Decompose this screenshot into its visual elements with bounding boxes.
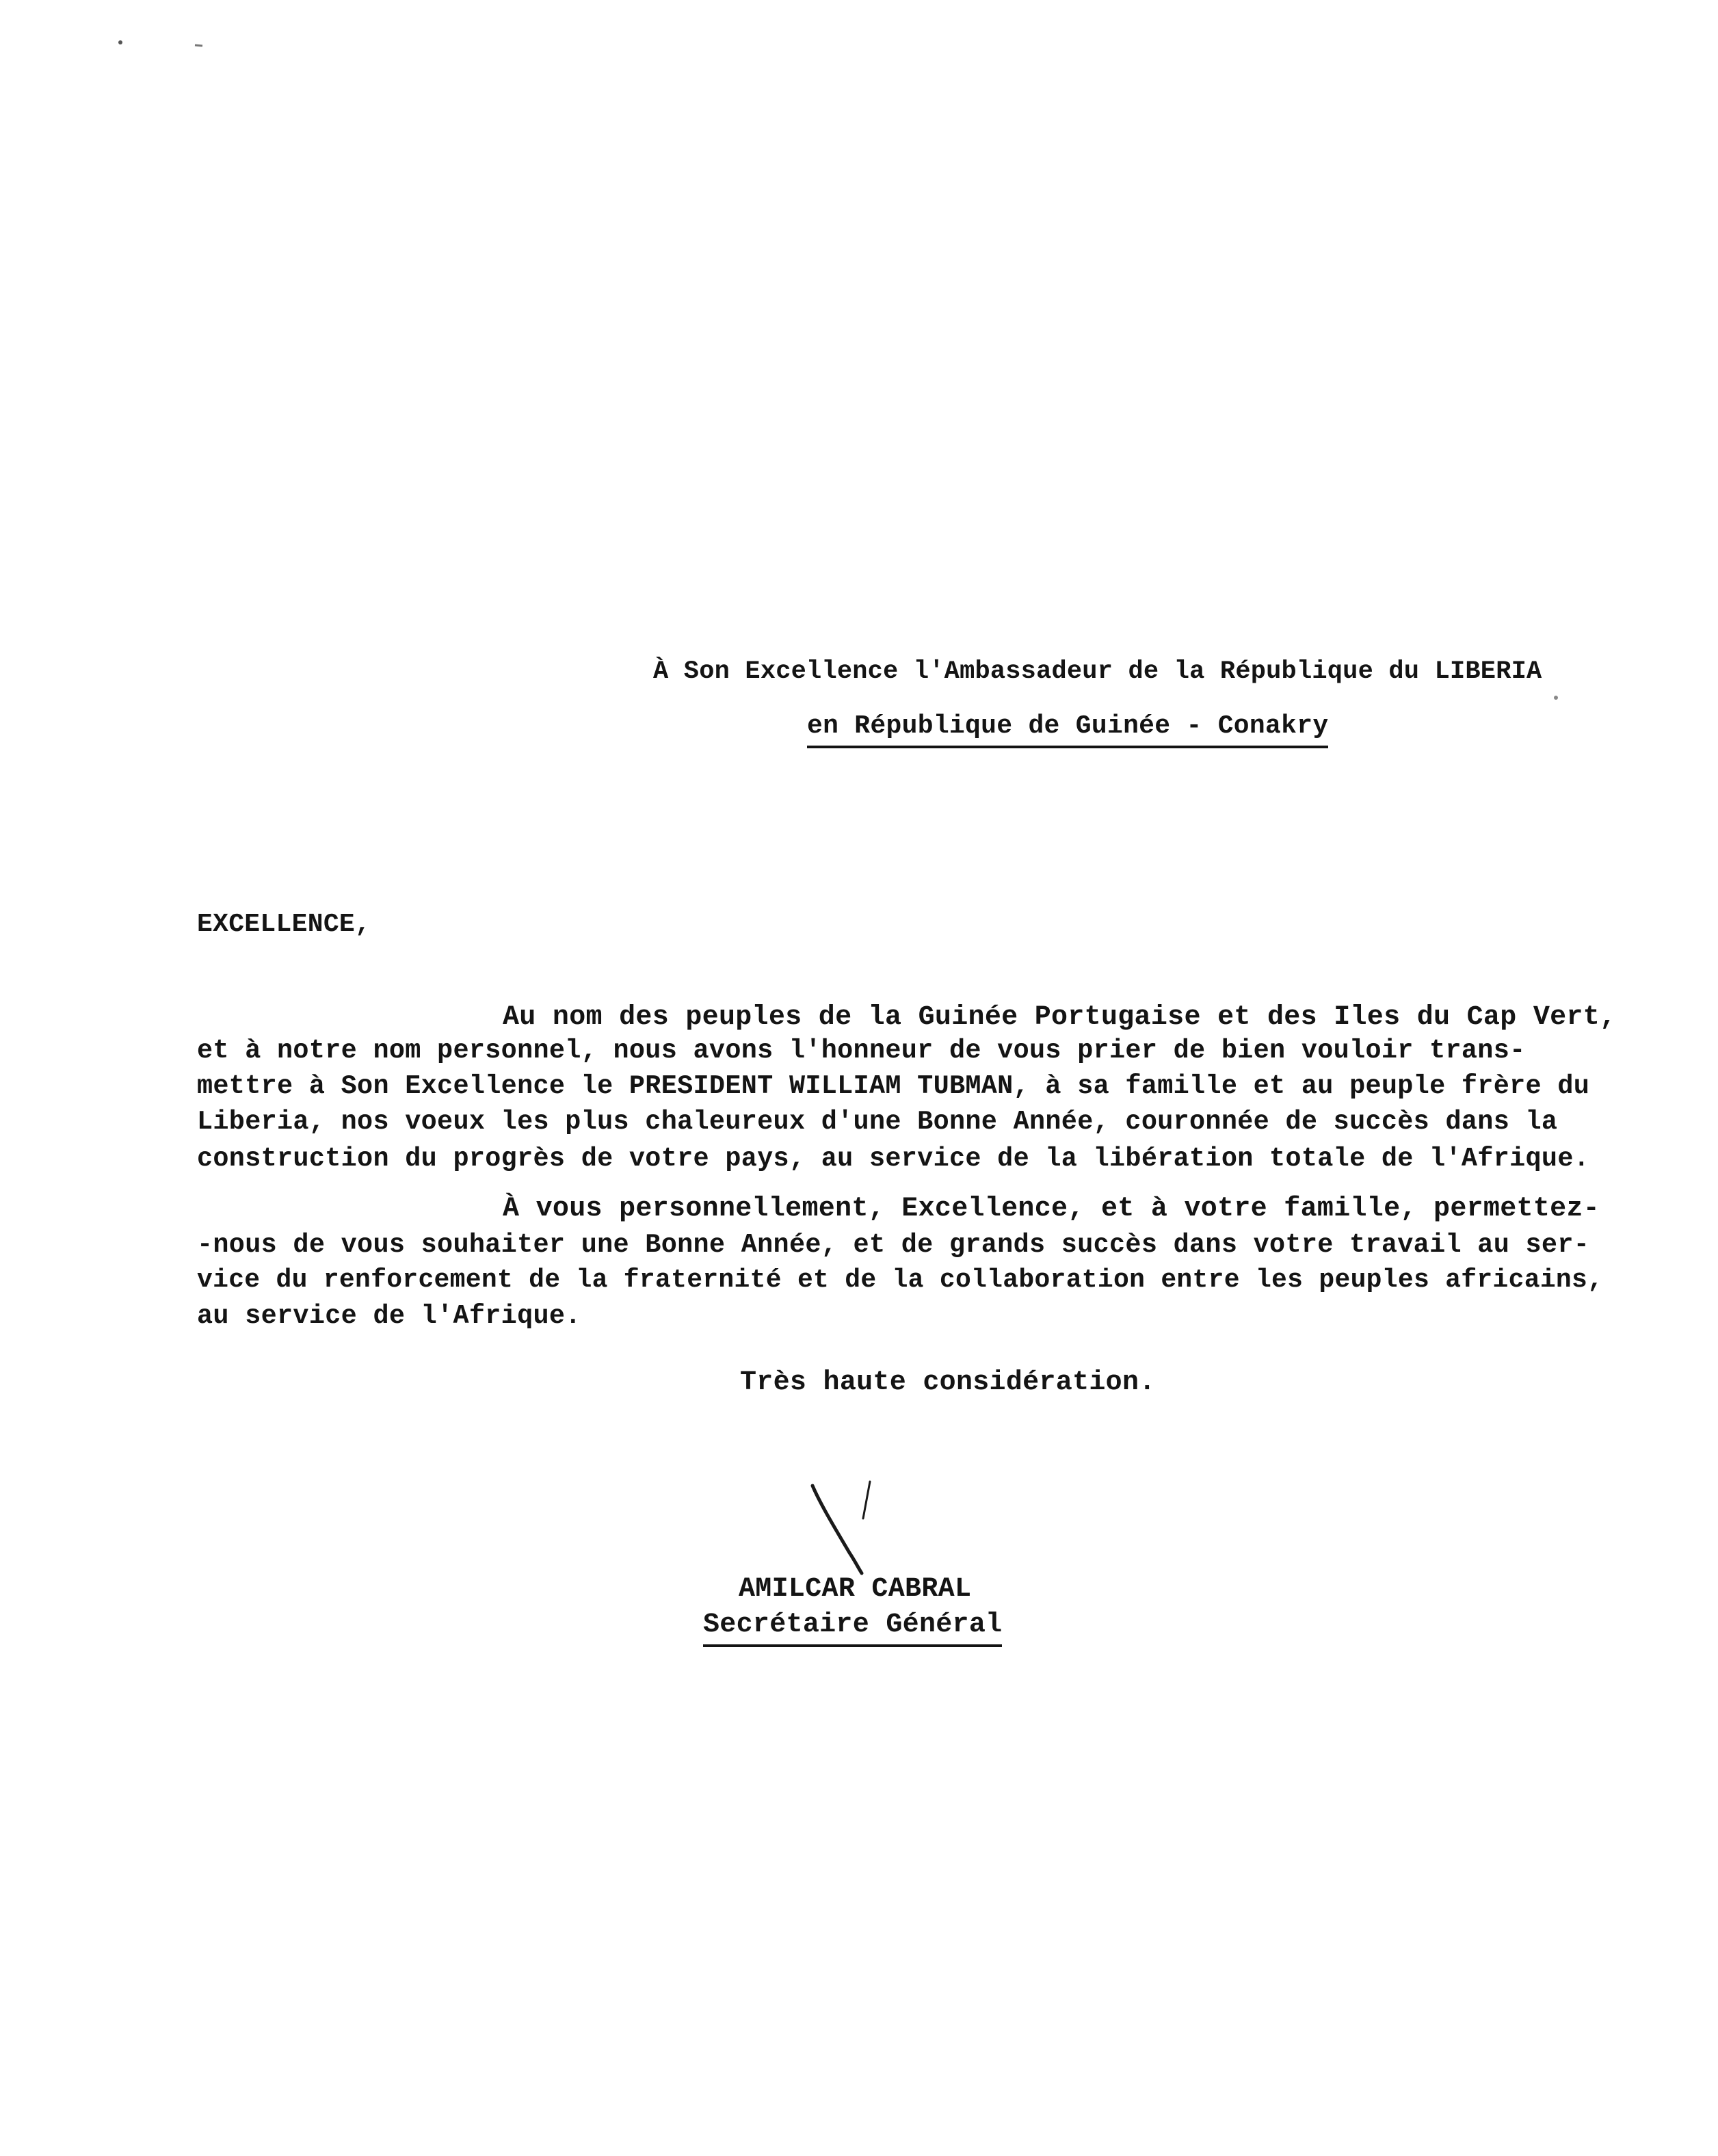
body-p2-line-3: vice du renforcement de la fraternité et de la collaboration entre les peuples africains, [197,1265,1604,1295]
closing: Très haute considération. [740,1367,1156,1398]
body-p1-line-3: mettre à Son Excellence le PRESIDENT WILLIAM TUBMAN, à sa famille et au peuple frère du [197,1071,1590,1101]
body-p2-line-1: À vous personnellement, Excellence, et à votre famille, permettez- [503,1194,1600,1224]
addressee-line-2: en République de Guinée - Conakry [807,710,1328,748]
addressee-line-1: À Son Excellence l'Ambassadeur de la République du LIBERIA [653,657,1542,686]
signatory-name: AMILCAR CABRAL [739,1574,972,1605]
body-p1-line-4: Liberia, nos voeux les plus chaleureux d'une Bonne Année, couronnée de succès dans la [197,1107,1558,1137]
body-p1-line-1: Au nom des peuples de la Guinée Portugaise et des Iles du Cap Vert, [503,1002,1617,1033]
body-p1-line-2: et à notre nom personnel, nous avons l'honneur de vous prier de bien vouloir trans- [197,1036,1526,1066]
body-p1-line-5: construction du progrès de votre pays, au service de la libération totale de l'Afrique. [197,1144,1590,1174]
scan-specks [0,0,219,62]
scan-blemish [1542,684,1570,711]
signatory-title: Secrétaire Général [703,1609,1002,1647]
salutation: EXCELLENCE, [197,910,371,939]
body-p2-line-2: -nous de vous souhaiter une Bonne Année, et de grands succès dans votre travail au ser- [197,1230,1590,1260]
body-p2-line-4: au service de l'Afrique. [197,1301,581,1331]
